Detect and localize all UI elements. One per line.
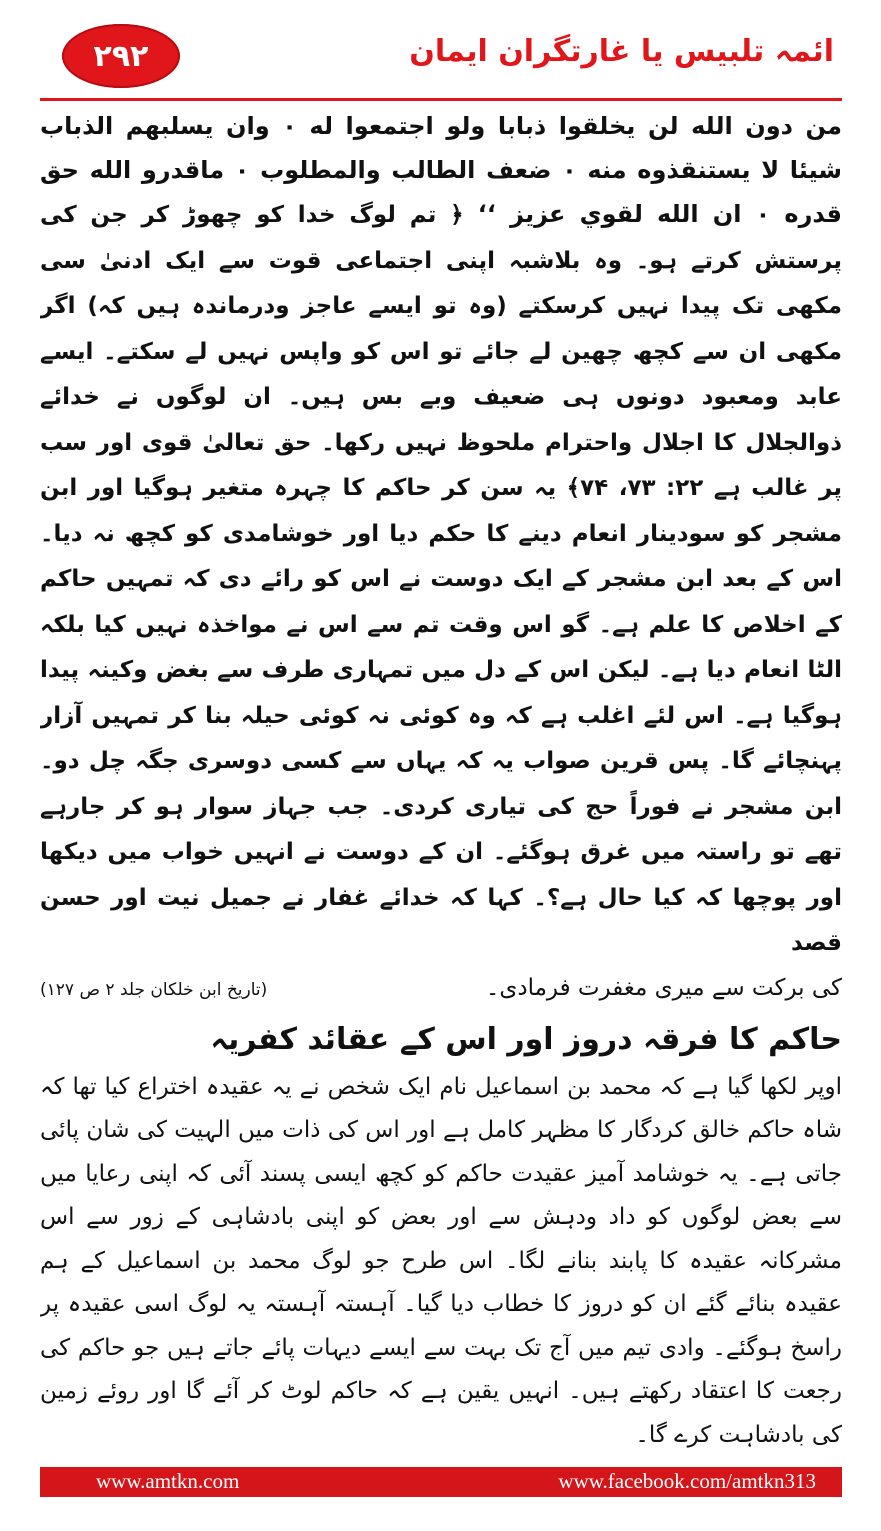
header-divider [40, 98, 842, 101]
website-link[interactable]: www.amtkn.com [96, 1469, 240, 1493]
source-citation: (تاریخ ابن خلکان جلد ۲ ص ۱۲۷) [40, 979, 268, 1000]
arabic-verse-text: من دون الله لن يخلقوا ذبابا ولو اجتمعوا له ۰ وان يسلبهم الذباب شيئا لا يستنقذوه منه ۰ ضعف الطالب والمطلوب ۰ ماقدرو الله حق قدره ۰ ان الله لقوي عزيز ‘‘ [40, 112, 842, 228]
facebook-link[interactable]: www.facebook.com/amtkn313 [558, 1469, 816, 1493]
section-paragraph-1: اوپر لکھا گیا ہے کہ محمد بن اسماعیل نام ایک شخص نے یہ عقیدہ اختراع کیا تھا کہ شاہ حاکم خالق کردگار کا مظہر کامل ہے اور اس کی ذات میں الہیت کی شان پائی جاتی ہے۔ یہ خوشامد آمیز عقیدت حاکم کو کچھ ایسی پسند آئی کہ اپنی رعایا میں سے بعض لوگوں کو داد ودہش سے اور بعض کو اپنی بادشاہی کے زور سے اس مشرکانہ عقیدہ کا پابند بنانے لگا۔ اس طرح جو لوگ محمد بن اسماعیل کے ہم عقیدہ بنائے گئے ان کو دروز کا خطاب دیا گیا۔ آہستہ آہستہ یہ لوگ اسی عقیدہ پر راسخ ہوگئے۔ وادی تیم میں آج تک بہت سے ایسے دیہات پائے جاتے ہیں جو حاکم کی رجعت کا اعتقاد رکھتے ہیں۔ انہیں یقین ہے کہ حاکم لوٹ کر آئے گا اور روئے زمین کی بادشاہت کرے گا۔ [40, 1073, 842, 1448]
urdu-translation-text: ﴿ تم لوگ خدا کو چھوڑ کر جن کی پرستش کرتے ہو۔ وہ بلاشبہ اپنی اجتماعی قوت سے ایک ادنیٰ سی مکھی تک پیدا نہیں کرسکتے (وہ تو ایسے عاجز ودرماندہ ہیں کہ) اگر مکھی ان سے کچھ چھین لے جائے تو اس کو واپس نہیں لے سکتے۔ ایسے عابد ومعبود دونوں ہی ضعیف وبے بس ہیں۔ ان لوگوں نے خدائے ذوالجلال کا اجلال واحترام ملحوظ نہیں رکھا۔ حق تعالیٰ قوی اور سب پر غالب ہے ۲۲: ۷۳، ۷۴﴾ یہ سن کر حاکم کا چہرہ متغیر ہوگیا اور ابن مشجر کو سودینار انعام دینے کا حکم دیا اور خوشامدی کو کچھ نہ دیا۔ اس کے بعد ابن مشجر کے ایک دوست نے اس کو رائے دی کہ تمہیں حاکم کے اخلاص کا علم ہے۔ گو اس وقت تم سے اس نے مواخذہ نہیں کیا بلکہ الٹا انعام دیا ہے۔ لیکن اس کے دل میں تمہاری طرف سے بغض وکینہ پیدا ہوگیا ہے۔ اس لئے اغلب ہے کہ وہ کوئی نہ کوئی حیلہ بنا کر تمہیں آزار پہنچائے گا۔ پس قرین صواب یہ کہ یہاں سے کسی دوسری جگہ چل دو۔ ابن مشجر نے فوراً حج کی تیاری کردی۔ جب جہاز سوار ہو کر جارہے تھے تو راستہ میں غرق ہوگئے۔ ان کے دوست نے انہیں خواب میں دیکھا اور پوچھا کہ کیا حال ہے؟۔ کہا کہ خدائے غفار نے جمیل نیت اور حسن قصد [40, 202, 842, 956]
last-line-text: کی برکت سے میری مغفرت فرمادی۔ [485, 974, 842, 1001]
section-heading: حاکم کا فرقہ دروز اور اس کے عقائد کفریہ [210, 1021, 842, 1057]
page-footer [40, 1467, 842, 1497]
page-header [40, 20, 842, 102]
citation-line [40, 966, 842, 1012]
arabic-verse [40, 104, 842, 966]
page-content [40, 104, 842, 1454]
book-title: ائمہ تلبیس یا غارتگران ایمان [409, 34, 834, 69]
page-number-badge: ۲۹۲ [62, 24, 180, 88]
